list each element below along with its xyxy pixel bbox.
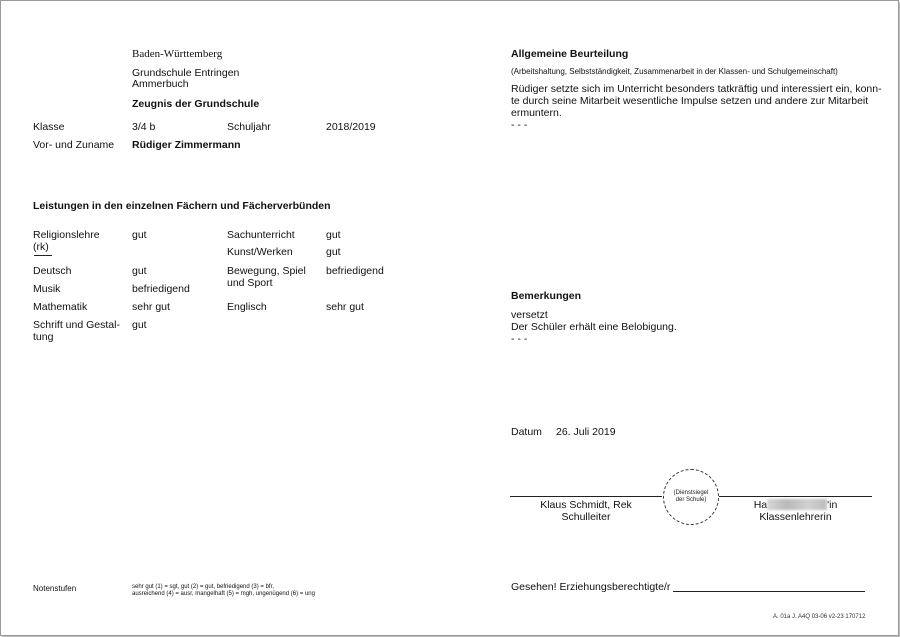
grade-musik: befriedigend: [132, 283, 190, 295]
grade-religion: gut: [132, 229, 147, 241]
remarks-heading: Bemerkungen: [511, 290, 582, 302]
subject-label: Schrift und Gestal-: [33, 319, 120, 331]
class-label: Klasse: [33, 121, 65, 133]
school-year-value: 2018/2019: [326, 121, 376, 133]
subject-label-continued: und Sport: [227, 277, 273, 289]
grade-sport: befriedigend: [326, 265, 384, 277]
subject-label-continued: tung: [33, 331, 54, 343]
assessment-heading: Allgemeine Beurteilung: [511, 48, 629, 60]
official-seal-placeholder: [663, 469, 719, 525]
principal-signature-line: [510, 496, 662, 497]
subject-schrift: [33, 319, 120, 343]
form-code: A. 01a J. A4Q 03-06 v2-23 170712: [773, 614, 866, 620]
seal-text-2: der Schule): [675, 497, 707, 503]
subject-label-continued: (rk): [33, 241, 49, 253]
teacher-name-start: Ha: [753, 499, 768, 511]
seal-text-1: (Dienstsiegel: [673, 490, 709, 496]
subject-religion: [33, 229, 100, 253]
remarks-line-1: versetzt: [511, 309, 548, 321]
assessment-text: [511, 83, 882, 131]
subject-deutsch: Deutsch: [33, 265, 72, 277]
date-label: Datum: [511, 426, 542, 438]
remarks-dashes: - - -: [511, 333, 528, 345]
subject-sachunterricht: Sachunterricht: [227, 229, 295, 241]
subject-label: Bewegung, Spiel: [227, 265, 306, 277]
student-name-label: Vor- und Zuname: [33, 139, 115, 151]
subject-label: Religionslehre: [33, 229, 100, 241]
date-value: 26. Juli 2019: [556, 426, 616, 438]
assessment-line-1: Rüdiger setzte sich im Unterricht besonders tatkräftig und interessiert ein, konn-: [511, 83, 882, 95]
grading-scale-line-1: sehr gut (1) = sgt, gut (2) = gut, befriedigend (3) = bfr,: [132, 584, 274, 590]
subject-musik: Musik: [33, 283, 61, 295]
assessment-subheading: (Arbeitshaltung, Selbstständigkeit, Zusammenarbeit in der Klassen- und Schulgemeinschaft): [511, 67, 838, 76]
grading-scale-line-2: ausreichend (4) = ausr, mangelhaft (5) = mgh, ungenügend (6) = ung: [132, 591, 315, 597]
school-name: Grundschule Entringen: [132, 67, 240, 79]
guardian-signature-line: [673, 591, 865, 592]
remarks-line-2: Der Schüler erhält eine Belobigung.: [511, 321, 677, 333]
student-name-value: Rüdiger Zimmermann: [132, 139, 241, 151]
grade-schrift: gut: [132, 319, 147, 331]
redacted-name-blur: [767, 499, 827, 510]
grade-kunst: gut: [326, 246, 341, 258]
subject-mathematik: Mathematik: [33, 301, 88, 313]
school-year-label: Schuljahr: [227, 121, 271, 133]
teacher-role: Klassenlehrerin: [759, 511, 832, 523]
grading-scale-legend: [132, 584, 315, 598]
assessment-line-2: te durch seine Mitarbeit wesentliche Impulse setzen und andere zur Mitarbeit: [511, 95, 869, 107]
remarks-text: [511, 309, 677, 345]
state-name: Baden-Württemberg: [132, 48, 223, 60]
principal-signature-block: [510, 499, 662, 523]
assessment-dashes: - - -: [511, 119, 528, 131]
subject-sport: [227, 265, 306, 289]
grade-mathematik: sehr gut: [132, 301, 170, 313]
teacher-signature-block: [719, 499, 872, 523]
guardian-label: Gesehen! Erziehungsberechtigte/r: [511, 581, 671, 593]
document-title: Zeugnis der Grundschule: [132, 98, 260, 110]
teacher-name-end: 'in: [827, 499, 838, 511]
principal-role: Schulleiter: [561, 511, 611, 523]
teacher-signature-line: [719, 496, 872, 497]
grade-englisch: sehr gut: [326, 301, 364, 313]
principal-name: Klaus Schmidt, Rek: [540, 499, 632, 511]
subject-englisch: Englisch: [227, 301, 267, 313]
class-value: 3/4 b: [132, 121, 156, 133]
school-town: Ammerbuch: [132, 78, 189, 90]
underline-mark: [34, 255, 52, 256]
grade-sachunterricht: gut: [326, 229, 341, 241]
assessment-line-3: ermuntern.: [511, 107, 562, 119]
subject-kunst: Kunst/Werken: [227, 246, 293, 258]
grading-scale-label: Notenstufen: [33, 584, 77, 593]
grade-deutsch: gut: [132, 265, 147, 277]
grades-heading: Leistungen in den einzelnen Fächern und Fächerverbünden: [33, 200, 331, 212]
